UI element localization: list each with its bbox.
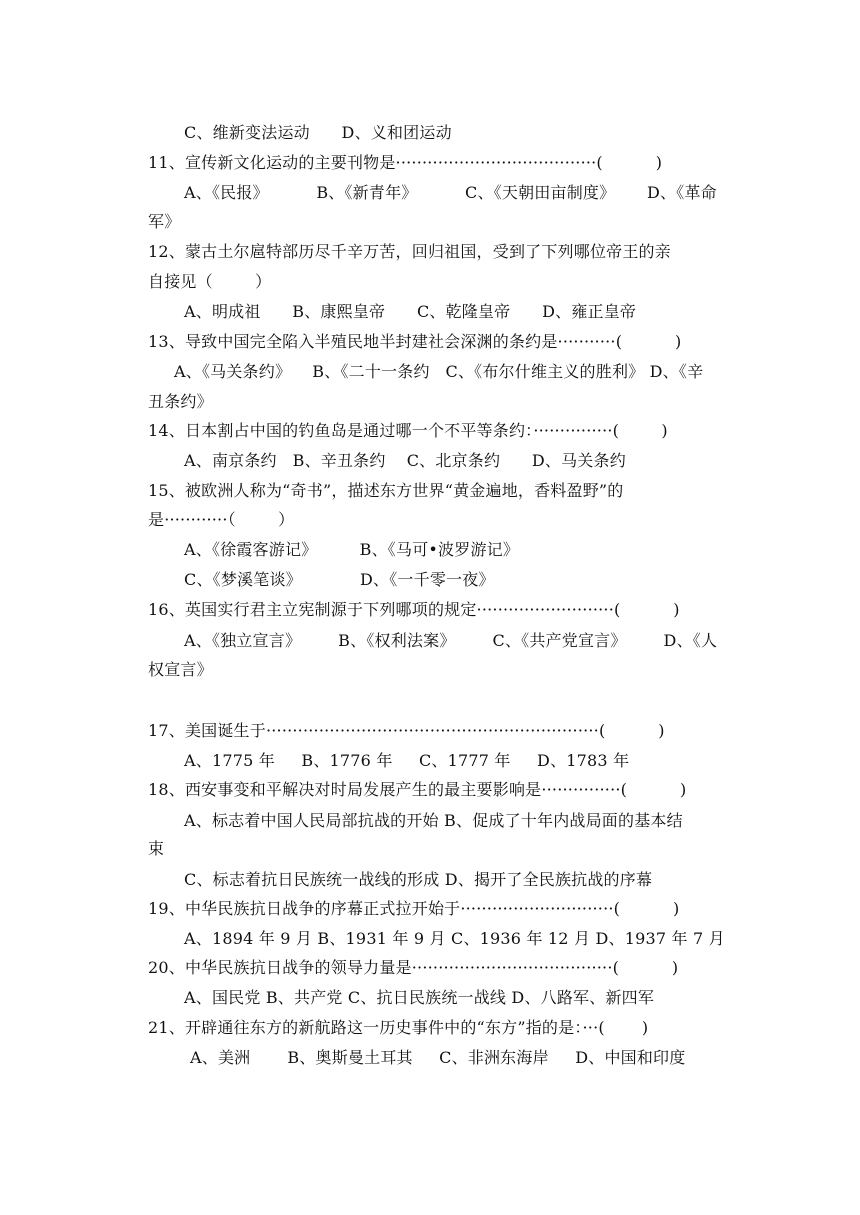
- q16-options: A、《独立宣言》 B、《权利法案》 C、《共产党宣言》 D、《人: [184, 631, 718, 650]
- q13-question: 13、导致中国完全陷入半殖民地半封建社会深渊的条约是···········( ): [148, 332, 682, 351]
- q11-question: 11、宣传新文化运动的主要刊物是······································( ): [148, 153, 663, 172]
- q17-question: 17、美国诞生于·······························································( ): [148, 721, 665, 740]
- q19-question: 19、中华民族抗日战争的序幕正式拉开始于·····························( ): [148, 899, 680, 918]
- q20-question: 20、中华民族抗日战争的领导力量是······································( ): [148, 958, 679, 977]
- q21-options: A、美洲 B、奥斯曼土耳其 C、非洲东海岸 D、中国和印度: [190, 1048, 686, 1067]
- q13-options-wrap: 丑条约》: [148, 392, 213, 411]
- q16-question: 16、英国实行君主立宪制源于下列哪项的规定··························( ): [148, 600, 680, 619]
- q15-question-wrap: 是············（ ）: [148, 510, 295, 529]
- q18-options-cd: C、标志着抗日民族统一战线的形成 D、揭开了全民族抗战的序幕: [184, 870, 653, 889]
- q18-options-wrap: 束: [148, 839, 165, 858]
- q15-question: 15、被欧洲人称为“奇书”，描述东方世界“黄金遍地，香料盈野”的: [148, 481, 624, 500]
- q11-options-wrap: 军》: [148, 212, 181, 231]
- q10-options-cd: C、维新变法运动 D、义和团运动: [184, 123, 452, 142]
- q12-question: 12、蒙古土尔扈特部历尽千辛万苦，回归祖国，受到了下列哪位帝王的亲: [148, 242, 671, 261]
- q20-options: A、国民党 B、共产党 C、抗日民族统一战线 D、八路军、新四军: [184, 988, 655, 1007]
- q18-options-ab: A、标志着中国人民局部抗战的开始 B、促成了十年内战局面的基本结: [184, 811, 683, 830]
- q16-options-wrap: 权宣言》: [148, 660, 213, 679]
- q11-options: A、《民报》 B、《新青年》 C、《天朝田亩制度》 D、《革命: [184, 183, 717, 202]
- q15-options-ab: A、《徐霞客游记》 B、《马可•波罗游记》: [184, 540, 520, 559]
- q21-question: 21、开辟通往东方的新航路这一历史事件中的“东方”指的是：···( ): [148, 1018, 649, 1037]
- q13-options: A、《马关条约》 B、《二十一条约 C、《布尔什维主义的胜利》 D、《辛: [174, 362, 704, 381]
- q12-options: A、明成祖 B、康熙皇帝 C、乾隆皇帝 D、雍正皇帝: [184, 302, 637, 321]
- q17-options: A、1775 年 B、1776 年 C、1777 年 D、1783 年: [184, 751, 630, 770]
- q14-options: A、南京条约 B、辛丑条约 C、北京条约 D、马关条约: [184, 451, 626, 470]
- q18-question: 18、西安事变和平解决对时局发展产生的最主要影响是···············( ): [148, 780, 687, 799]
- q12-question-wrap: 自接见（ ）: [148, 272, 272, 291]
- q15-options-cd: C、《梦溪笔谈》 D、《一千零一夜》: [184, 570, 495, 589]
- q19-options: A、1894 年 9 月 B、1931 年 9 月 C、1936 年 12 月 D、1937 年 7 月: [184, 929, 725, 948]
- q14-question: 14、日本割占中国的钓鱼岛是通过哪一个不平等条约：···············( ): [148, 421, 668, 440]
